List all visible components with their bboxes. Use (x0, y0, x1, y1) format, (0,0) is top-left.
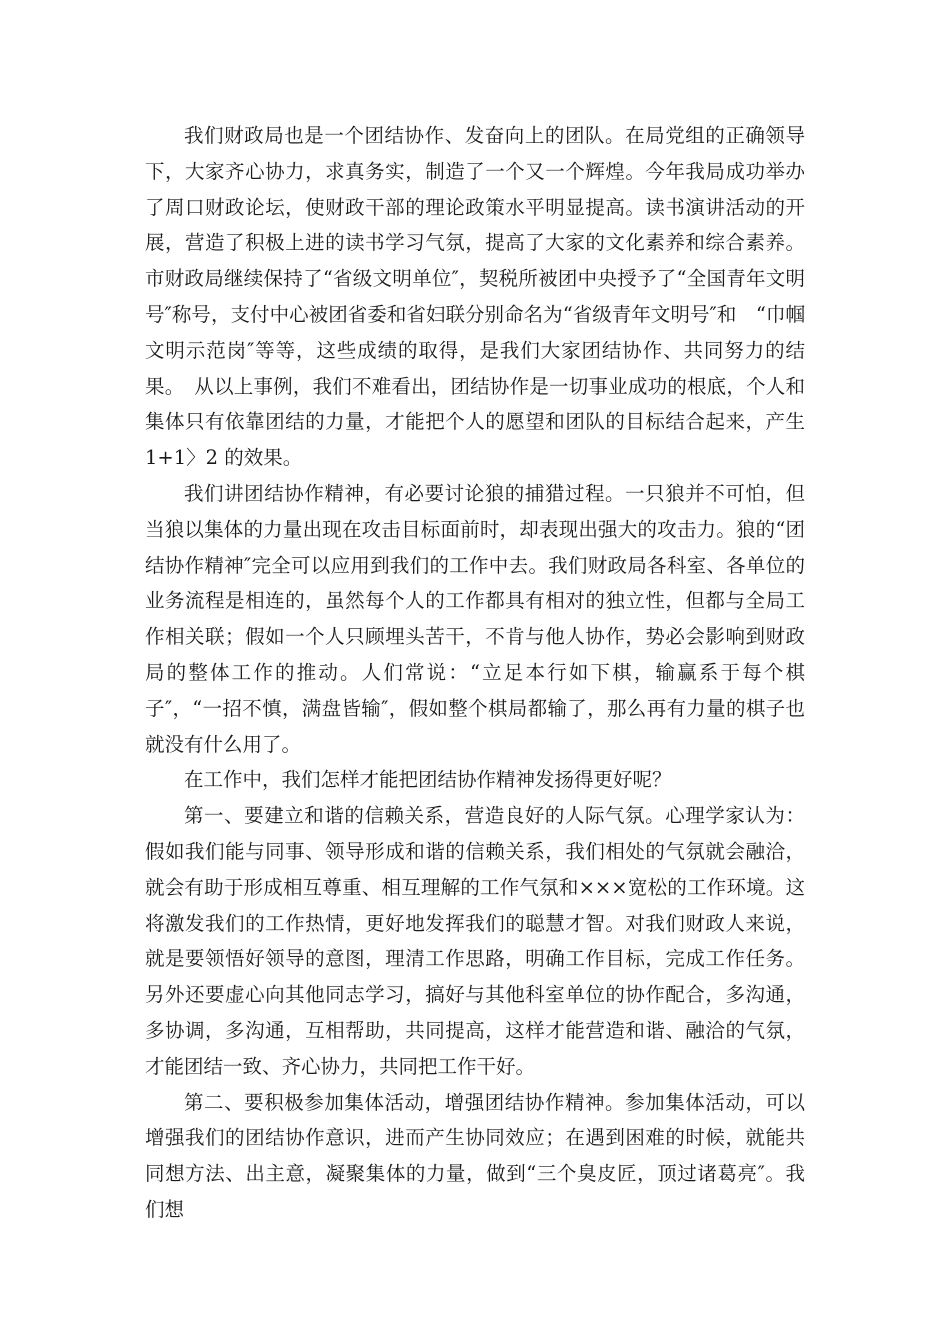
paragraph: 第二、要积极参加集体活动，增强团结协作精神。参加集体活动，可以增强我们的团结协作意识，进而产生协同效应；在遇到困难的时候，就能共同想方法、出主意，凝聚集体的力量，做到“三个臭皮匠，顶过诸葛亮″。我们想 (145, 1090, 805, 1221)
paragraph: 在工作中，我们怎样才能把团结协作精神发扬得更好呢？ (184, 768, 672, 792)
paragraph: 我们财政局也是一个团结协作、发奋向上的团队。在局党组的正确领导下，大家齐心协力，求真务实，制造了一个又一个辉煌。今年我局成功举办了周口财政论坛，使财政干部的理论政策水平明显提高。读书演讲活动的开展，营造了积极上进的读书学习气氛，提高了大家的文化素养和综合素养。市财政局继续保持了“省级文明单位″，契税所被团中央授予了“全国青年文明号″称号，支付中心被团省委和省妇联分别命名为“省级青年文明号″和 “巾帼文明示范岗″等等，这些成绩的取得，是我们大家团结协作、共同努力的结果。 从以上事例，我们不难看出，团结协作是一切事业成功的根底，个人和集体只有依靠团结的力量，才能把个人的愿望和团队的目标结合起来，产生 1+1〉2 的效果。 (145, 124, 805, 470)
document-body (145, 118, 805, 1228)
paragraph: 第一、要建立和谐的信赖关系，营造良好的人际气氛。心理学家认为：假如我们能与同事、领导形成和谐的信赖关系，我们相处的气氛就会融洽，就会有助于形成相互尊重、相互理解的工作气氛和×××宽松的工作环境。这将激发我们的工作热情，更好地发挥我们的聪慧才智。对我们财政人来说，就是要领悟好领导的意图，理清工作思路，明确工作目标，完成工作任务。另外还要虚心向其他同志学习，搞好与其他科室单位的协作配合，多沟通，多协调，多沟通，互相帮助，共同提高，这样才能营造和谐、融洽的气氛，才能团结一致、齐心协力，共同把工作干好。 (145, 804, 805, 1078)
paragraph: 我们讲团结协作精神，有必要讨论狼的捕猎过程。一只狼并不可怕，但当狼以集体的力量出现在攻击目标面前时，却表现出强大的攻击力。狼的“团结协作精神″完全可以应用到我们的工作中去。我们财政局各科室、各单位的业务流程是相连的，虽然每个人的工作都具有相对的独立性，但都与全局工作相关联；假如一个人只顾埋头苦干，不肯与他人协作，势必会影响到财政局的整体工作的推动。人们常说：“立足本行如下棋，输赢系于每个棋子″，“一招不慎，满盘皆输″，假如整个棋局都输了，那么再有力量的棋子也就没有什么用了。 (145, 481, 805, 756)
